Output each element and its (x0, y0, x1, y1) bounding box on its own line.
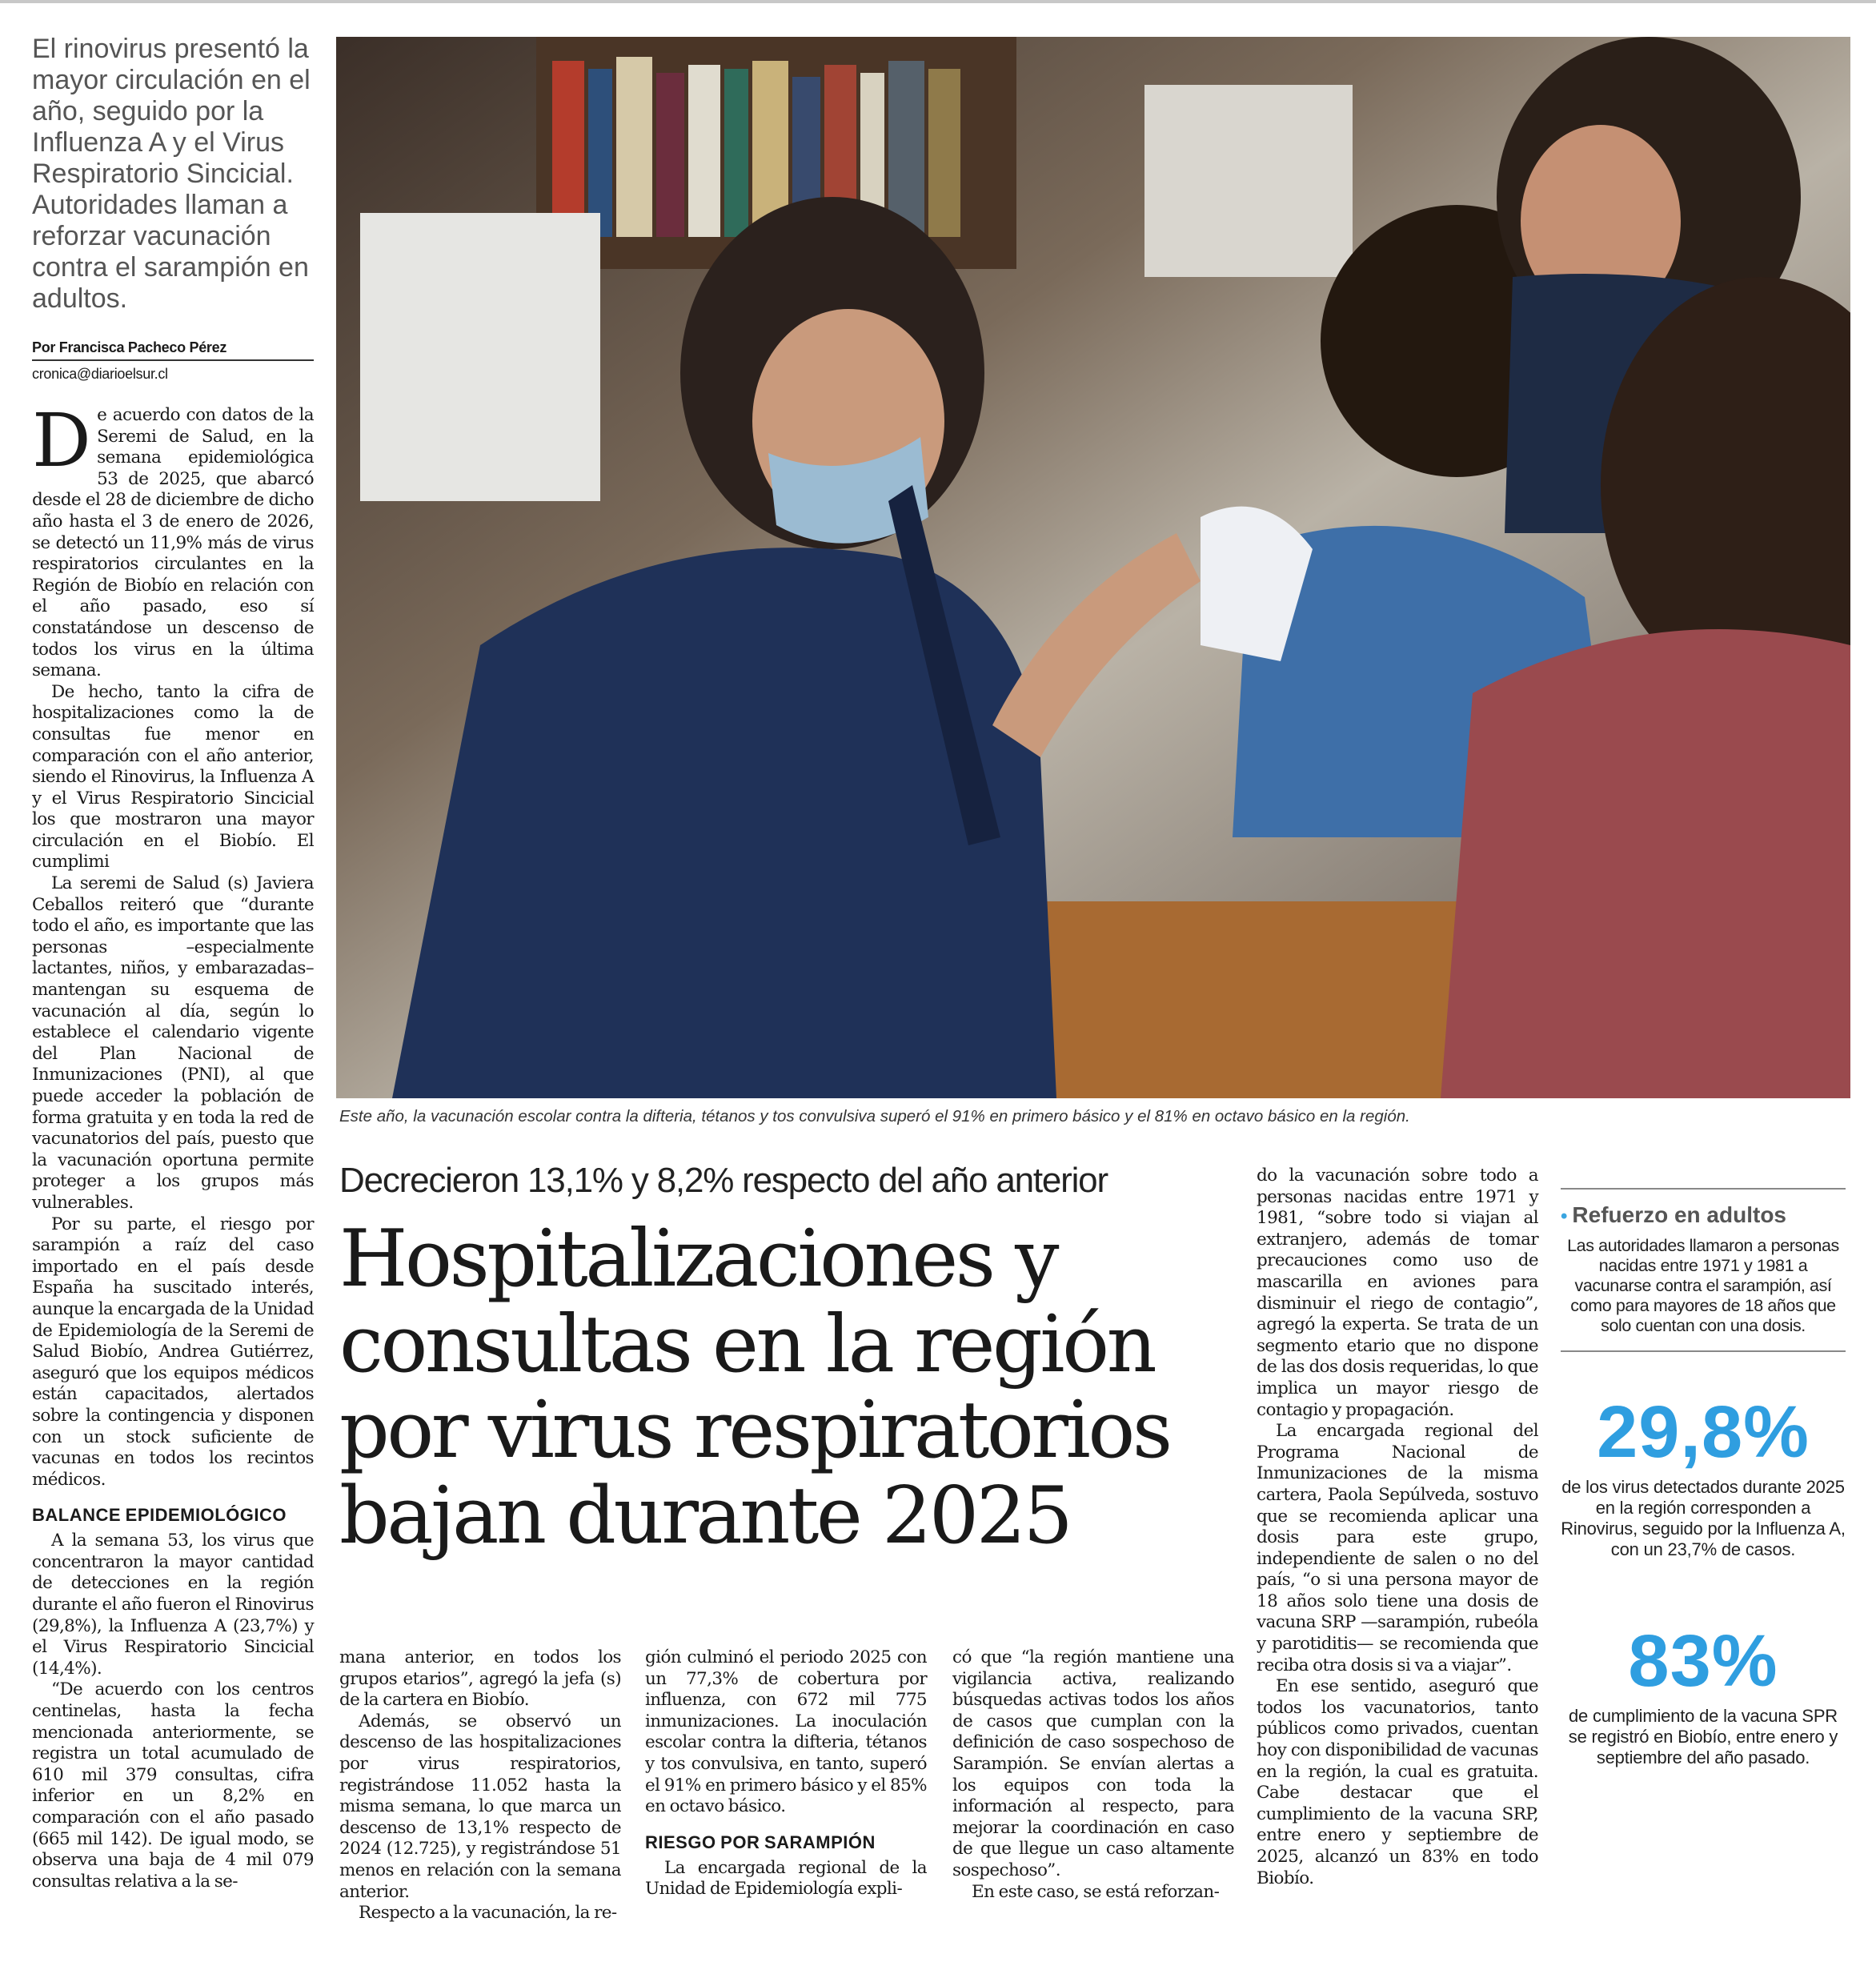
divider (1561, 1350, 1846, 1352)
subhead-riesgo: RIESGO POR SARAMPIÓN (645, 1832, 876, 1852)
divider (1561, 1188, 1846, 1190)
paragraph: Respecto a la vacunación, la re- (359, 1903, 617, 1924)
top-rule (0, 0, 1876, 3)
paragraph: có que “la región mantiene una vigilancia activa, realizando búsquedas activas todos los años de casos que cumplan con la definición de caso sospechoso de Sarampión. Se envían alertas a los equipos con toda la información al respecto, para mejorar la coordinación en caso de que llegue un caso altamente sospechoso”. (952, 1647, 1234, 1880)
byline (32, 339, 314, 383)
paragraph: mana anterior, en todos los grupos etarios”, agregó la jefa (s) de la cartera en Biobío. (339, 1647, 621, 1711)
drop-cap: D (32, 398, 91, 483)
stat-text-srp: de cumplimiento de la vacuna SPR se registró en Biobío, entre enero y septiembre del año pasado. (1568, 1706, 1838, 1767)
paragraph: A la semana 53, los virus que concentraron la mayor cantidad de detecciones en la región durante el año fueron el Rinovirus (29,8%), la Influenza A (23,7%) y el Virus Respiratorio Sincicial (14,4%). (32, 1531, 314, 1679)
paragraph (32, 398, 314, 682)
sidebar-body: Las autoridades llamaron a personas nacidas entre 1971 y 1981 a vacunarse contra el sarampión, así como para mayores de 18 años que solo cuentan con una dosis. (1567, 1236, 1839, 1335)
paragraph: Además, se observó un descenso de las hospitalizaciones por virus respiratorios, registrándose 11.052 hasta la misma semana, lo que marca un descenso de 13,1% respecto de 2024 (12.725), y registrándose 51 menos en relación con la semana anterior. (339, 1711, 621, 1902)
paragraph: “De acuerdo con los centros centinelas, hasta la fecha mencionada anteriormente, se registra un total acumulado de 610 mil 379 consultas, cifra inferior en un 8,2% en comparación con el año pasado (665 mil 142). De igual modo, se observa una baja de 4 mil 079 consultas relativa a la se- (32, 1679, 314, 1892)
body-column-5 (1257, 1166, 1538, 1889)
paragraph: La encargada regional del Programa Nacional de Inmunizaciones de la misma cartera, Paola Sepúlveda, sostuvo que se recomienda aplicar una dosis para este grupo, independiente de salen o no del país, “o si una persona mayor de 18 años solo tiene una dosis de vacuna SRP —sarampión, rubeóla y parotiditis— se recomienda que reciba otra dosis si va a viajar”. (1257, 1421, 1538, 1675)
paragraph: La encargada regional de la Unidad de Epidemiología expli- (645, 1857, 927, 1900)
paragraph: do la vacunación sobre todo a personas nacidas entre 1971 y 1981, “sobre todo si viajan al extranjero, además de tomar precauciones como uso de mascarilla en aviones para disminuir el riego de contagio”, agregó la experta. Se trata de un segmento etario que no dispone de las dos dosis requeridas, lo que implica un mayor riesgo de contagio y propagación. (1257, 1166, 1538, 1420)
paragraph: En ese sentido, aseguró que todos los vacunatorios, tanto públicos como privados, cuentan hoy con disponibilidad de vacunas en la región, la cual es gratuita. Cabe destacar que el cumplimiento de la vacuna SRP, entre enero y septiembre de 2025, alcanzó un 83% en todo Biobío. (1257, 1676, 1538, 1888)
sidebar-title-text: Refuerzo en adultos (1572, 1202, 1786, 1227)
paragraph: La seremi de Salud (s) Javiera Ceballos reiteró que “durante todo el año, es importante que las personas –especialmente lactantes, niños, y embarazadas– mantengan su esquema de vacunación al día, según lo establece el calendario vigente del Plan Nacional de Inmunizaciones (PNI), al que puede acceder la población de forma gratuita y en toda la red de vacunatorios del país, puesto que la vacunación oportuna permite proteger a los grupos más vulnerables. (32, 873, 314, 1213)
vaccination-photo-illustration (336, 37, 1850, 1098)
byline-email[interactable]: cronica@diarioelsur.cl (32, 366, 168, 382)
body-column-3 (645, 1647, 927, 1900)
paragraph-text: e acuerdo con datos de la Seremi de Salud, en la semana epidemiológica 53 de 2025, que abarcó desde el 28 de diciembre de dicho año hasta el 3 de enero de 2026, se detectó un 11,9% más de virus respiratorios circulantes en la Región de Biobío en relación con el año pasado, eso sí constatándose un descenso de todos los virus en la última semana. (32, 405, 314, 681)
headline-kicker: Decrecieron 13,1% y 8,2% respecto del año anterior (339, 1161, 1108, 1200)
bullet-icon: • (1561, 1206, 1568, 1227)
paragraph: En este caso, se está reforzan- (972, 1881, 1220, 1902)
stat-value-rinovirus: 29,8% (1597, 1391, 1810, 1473)
stat-text-rinovirus: de los virus detectados durante 2025 en la región corresponden a Rinovirus, seguido por la Influenza A, con un 23,7% de casos. (1561, 1477, 1846, 1559)
stat-value-srp: 83% (1628, 1620, 1778, 1702)
paragraph: gión culminó el periodo 2025 con un 77,3% de cobertura por influenza, con 672 mil 775 inmunizaciones. La inoculación escolar contra la difteria, tétanos y tos convulsiva, en tanto, superó el 91% en primero básico y el 85% en octavo básico. (645, 1647, 927, 1817)
article-lede: El rinovirus presentó la mayor circulación en el año, seguido por la Influenza A y el Virus Respiratorio Sincicial. Autoridades llaman a reforzar vacunación contra el sarampión en adultos. (32, 34, 311, 314)
body-column-1 (32, 398, 314, 1892)
sidebar-refuerzo (1561, 1188, 1846, 1768)
sidebar-title (1561, 1202, 1846, 1228)
body-column-2 (339, 1647, 621, 1924)
subhead-balance: BALANCE EPIDEMIOLÓGICO (32, 1505, 287, 1526)
headline: Hospitalizaciones y consultas en la región por virus respiratorios bajan durante 2025 (339, 1214, 1170, 1562)
photo-caption: Este año, la vacunación escolar contra la difteria, tétanos y tos convulsiva superó el 91% en primero básico y el 81% en octavo básico en la región. (339, 1107, 1410, 1125)
article-photo (336, 37, 1850, 1098)
paragraph: De hecho, tanto la cifra de hospitalizaciones como la de consultas fue menor en comparación con el año anterior, siendo el Rinovirus, la Influenza A y el Virus Respiratorio Sincicial los que mostraron una mayor circulación en el Biobío. El cumplimi (32, 681, 314, 873)
body-column-4 (952, 1647, 1234, 1903)
paragraph: Por su parte, el riesgo por sarampión a raíz del caso importado en el país desde España ha suscitado interés, aunque la encargada de la Unidad de Epidemiología de la Seremi de Salud Biobío, Andrea Gutiérrez, aseguró que los equipos médicos están capacitados, alertados sobre la contingencia y disponen con un stock suficiente de vacunas en todos los recintos médicos. (32, 1214, 314, 1490)
byline-author: Por Francisca Pacheco Pérez (32, 339, 314, 361)
